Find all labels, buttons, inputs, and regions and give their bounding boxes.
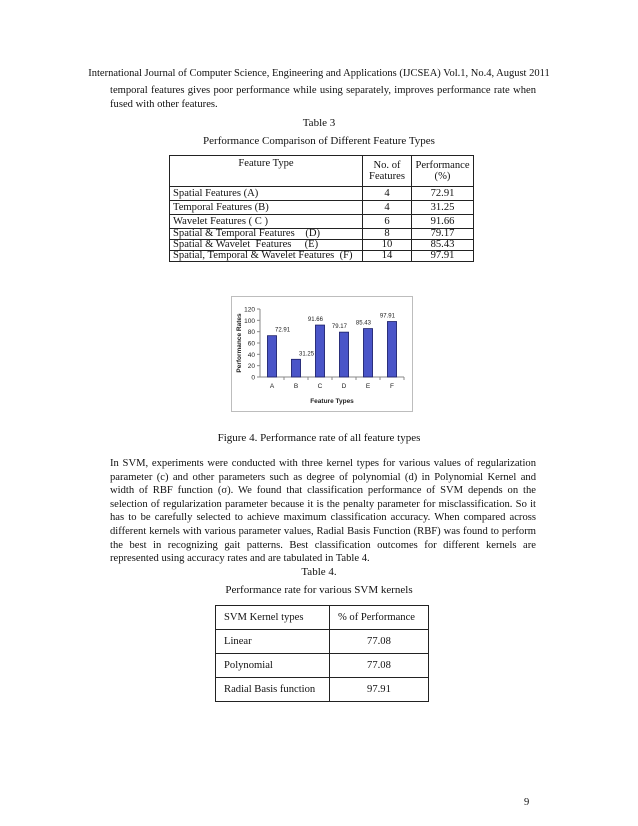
table-row (170, 240, 474, 251)
table-row (170, 201, 474, 215)
table-row (170, 229, 474, 240)
table-cell: Spatial & Temporal Features (D) (170, 229, 363, 240)
table-cell: Linear (216, 630, 330, 654)
y-axis-title: Performance Rates (236, 313, 243, 373)
table3-label: Table 3 (302, 117, 336, 129)
y-tick-label: 120 (244, 306, 255, 314)
x-tick-label: E (365, 383, 371, 390)
table-cell: Radial Basis function (216, 678, 330, 702)
bar (291, 359, 300, 377)
data-label: 31.25 (299, 351, 315, 358)
x-tick-label: B (293, 383, 299, 390)
table3-title: Performance Comparison of Different Feature Types (203, 135, 435, 147)
table-cell: 97.91 (412, 251, 474, 262)
body-paragraph: In SVM, experiments were conducted with three kernel types for various values of regularization parameter (c) and other parameters such as degree of polynomial (d) in Polynomial Kernel and width of RBF function (σ). We found that classification performance of SVM depends on the selection of regularization parameter because it is the penalty parameter for misclassification. So it has to be carefully selected to achieve maximum classification accuracy. When compared across different kernels with various parameter values, Radial Basis Function (RBF) was found to perform the best in recognizing gait patterns. Best classification outcomes for different kernels are represented using accuracy rates and are tabulated in Table 4. (110, 458, 536, 565)
bar-chart-figure (231, 296, 413, 412)
table-row (170, 187, 474, 201)
y-tick-label: 80 (247, 329, 255, 337)
table3 (169, 155, 474, 262)
table-cell: 91.66 (412, 215, 474, 229)
y-tick-label: 20 (247, 363, 255, 371)
table-row (170, 215, 474, 229)
data-label: 79.17 (331, 324, 347, 331)
table-header-cell: Feature Type (170, 156, 363, 187)
table-cell: Spatial, Temporal & Wavelet Features (F) (170, 251, 363, 262)
bar (315, 325, 324, 377)
bar-chart (232, 297, 414, 413)
intro-paragraph: temporal features gives poor performance while using separately, improves performance rate when fused with other features. (110, 85, 536, 110)
table-cell: 85.43 (412, 240, 474, 251)
journal-header: International Journal of Computer Science, Engineering and Applications (IJCSEA) Vol.1, No.4, August 2011 (88, 68, 550, 79)
table-cell: 8 (363, 229, 412, 240)
x-tick-label: F (390, 383, 394, 390)
table-header-cell: % of Performance (329, 606, 428, 630)
table-cell: Polynomial (216, 654, 330, 678)
table-cell: 6 (363, 215, 412, 229)
table-header-cell: No. of Features (363, 156, 412, 187)
data-label: 91.66 (307, 317, 323, 324)
table-cell: 4 (363, 201, 412, 215)
table4-label: Table 4. (301, 566, 337, 578)
y-tick-label: 100 (244, 317, 255, 325)
table4 (215, 605, 429, 702)
table-row (216, 678, 429, 702)
table-header-row (170, 156, 474, 187)
table-cell: 14 (363, 251, 412, 262)
y-tick-label: 60 (247, 340, 255, 348)
y-tick-label: 40 (247, 351, 255, 359)
figure-caption: Figure 4. Performance rate of all feature types (217, 432, 421, 444)
x-tick-label: D (341, 383, 347, 390)
table-row (170, 251, 474, 262)
table-cell: Spatial & Wavelet Features (E) (170, 240, 363, 251)
table-cell: Wavelet Features ( C ) (170, 215, 363, 229)
x-tick-label: C (317, 383, 323, 390)
table-row (216, 654, 429, 678)
table-cell: 77.08 (329, 630, 428, 654)
table-header-row (216, 606, 429, 630)
table-cell: 4 (363, 187, 412, 201)
table-cell: 79.17 (412, 229, 474, 240)
table-cell: 72.91 (412, 187, 474, 201)
table-cell: Spatial Features (A) (170, 187, 363, 201)
table-cell: 97.91 (329, 678, 428, 702)
table4-title: Performance rate for various SVM kernels (225, 584, 413, 596)
data-label: 85.43 (355, 320, 371, 327)
y-tick-label: 0 (251, 374, 255, 382)
table-header-cell: SVM Kernel types (216, 606, 330, 630)
x-axis-title: Feature Types (310, 398, 354, 405)
page-number: 9 (524, 797, 530, 808)
bar (339, 332, 348, 377)
table-cell: 10 (363, 240, 412, 251)
x-tick-label: A (269, 383, 275, 390)
table-header-cell: Performance (%) (412, 156, 474, 187)
bar (267, 336, 276, 377)
table-cell: 31.25 (412, 201, 474, 215)
table-row (216, 630, 429, 654)
data-label: 97.91 (379, 313, 395, 320)
table-cell: 77.08 (329, 654, 428, 678)
table-cell: Temporal Features (B) (170, 201, 363, 215)
bar (387, 322, 396, 377)
bar (363, 329, 372, 377)
data-label: 72.91 (275, 327, 291, 334)
